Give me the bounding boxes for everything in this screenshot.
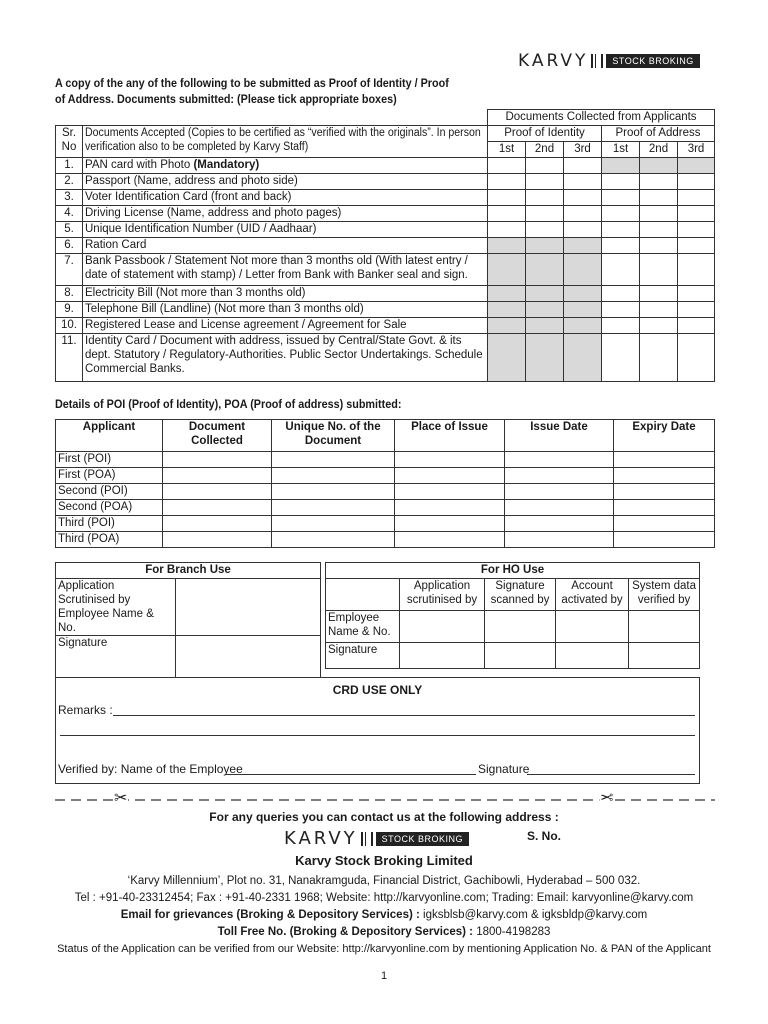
scissors-icon-left: ✂ — [114, 790, 128, 807]
input-cell[interactable] — [400, 611, 485, 643]
verified-name-line[interactable] — [226, 774, 476, 775]
poi-2nd: 2nd — [526, 142, 564, 158]
branch-app-label: Application Scrutinised by Employee Name & No. — [56, 579, 176, 636]
input-cell[interactable] — [614, 452, 715, 468]
table-row — [56, 254, 715, 286]
row-no: 10. — [56, 318, 83, 334]
collected-header: Documents Collected from Applicants — [488, 110, 715, 126]
checkbox-cell[interactable] — [564, 222, 602, 238]
col-unique-no: Unique No. of the Document — [272, 420, 395, 452]
table-row — [56, 318, 715, 334]
input-cell[interactable] — [614, 500, 715, 516]
table-row — [56, 516, 715, 532]
queries-text: For any queries you can contact us at the following address : — [209, 810, 559, 824]
input-cell[interactable] — [163, 532, 272, 548]
ho-signature-label: Signature — [326, 643, 400, 669]
page-number: 1 — [380, 970, 388, 982]
disabled-cell — [564, 254, 602, 286]
crd-signature-label: Signature — [478, 762, 530, 776]
input-cell[interactable] — [485, 643, 556, 669]
table-row — [56, 238, 715, 254]
row-text: Voter Identification Card (front and back) — [83, 190, 488, 206]
details-table — [55, 419, 715, 548]
checkbox-cell[interactable] — [488, 190, 526, 206]
branch-use-title: For Branch Use — [56, 563, 321, 579]
table-row — [56, 500, 715, 516]
row-no: 8. — [56, 286, 83, 302]
input-cell[interactable] — [505, 500, 614, 516]
input-cell[interactable] — [272, 452, 395, 468]
input-cell[interactable] — [556, 643, 629, 669]
checkbox-cell[interactable] — [602, 174, 640, 190]
input-cell[interactable] — [163, 468, 272, 484]
checkbox-cell[interactable] — [526, 190, 564, 206]
checkbox-cell[interactable] — [678, 206, 715, 222]
input-cell[interactable] — [272, 484, 395, 500]
disabled-cell — [526, 286, 564, 302]
input-cell[interactable] — [400, 643, 485, 669]
company-contact: Tel : +91-40-23312454; Fax : +91-40-2331 1968; Website: http://karvyonline.com; Trading: Email: karvyonline@karvy.com — [74, 892, 694, 904]
row-text: Registered Lease and License agreement / Agreement for Sale — [83, 318, 488, 334]
disabled-cell — [488, 286, 526, 302]
col-expiry-date: Expiry Date — [614, 420, 715, 452]
row-label: First (POI) — [56, 452, 163, 468]
row-text: Passport (Name, address and photo side) — [83, 174, 488, 190]
col-issue-date: Issue Date — [505, 420, 614, 452]
checkbox-cell[interactable] — [640, 334, 678, 382]
row-text: PAN card with Photo (Mandatory) — [83, 158, 488, 174]
details-heading: Details of POI (Proof of Identity), POA (Proof of address) submitted: — [55, 397, 402, 411]
checkbox-cell[interactable] — [640, 238, 678, 254]
checkbox-cell[interactable] — [640, 318, 678, 334]
checkbox-cell[interactable] — [640, 286, 678, 302]
input-cell[interactable] — [163, 484, 272, 500]
input-cell[interactable] — [395, 516, 505, 532]
disabled-cell — [526, 302, 564, 318]
row-text: Electricity Bill (Not more than 3 months old) — [83, 286, 488, 302]
row-label: Third (POA) — [56, 532, 163, 548]
table-row — [56, 174, 715, 190]
intro-text — [55, 75, 478, 107]
table-row — [56, 190, 715, 206]
input-cell[interactable] — [629, 611, 700, 643]
row-label: Second (POA) — [56, 500, 163, 516]
row-text: Ration Card — [83, 238, 488, 254]
input-cell[interactable] — [505, 516, 614, 532]
checkbox-cell[interactable] — [488, 174, 526, 190]
ho-empty-header — [326, 579, 400, 611]
checkbox-cell[interactable] — [602, 286, 640, 302]
input-cell[interactable] — [176, 636, 321, 678]
remarks-line-2[interactable] — [60, 735, 695, 736]
checkbox-cell[interactable] — [678, 238, 715, 254]
row-label: Third (POI) — [56, 516, 163, 532]
logo-wordmark: KARVY — [518, 51, 589, 71]
logo-tag: STOCK BROKING — [376, 832, 469, 846]
disabled-cell — [488, 238, 526, 254]
table-row — [56, 532, 715, 548]
crd-title: CRD USE ONLY — [332, 683, 423, 697]
checkbox-cell[interactable] — [526, 222, 564, 238]
checkbox-cell[interactable] — [678, 286, 715, 302]
input-cell[interactable] — [395, 468, 505, 484]
checkbox-cell[interactable] — [640, 190, 678, 206]
checkbox-cell[interactable] — [602, 206, 640, 222]
verified-label: Verified by: Name of the Employee — [58, 762, 243, 776]
disabled-cell — [564, 318, 602, 334]
poa-3rd: 3rd — [678, 142, 715, 158]
remarks-line-1[interactable] — [113, 715, 695, 716]
row-label: First (POA) — [56, 468, 163, 484]
checkbox-cell[interactable] — [640, 206, 678, 222]
crd-box — [55, 677, 700, 784]
checkbox-cell[interactable] — [602, 254, 640, 286]
col-applicant: Applicant — [56, 420, 163, 452]
checkbox-cell[interactable] — [488, 222, 526, 238]
logo-bars-icon — [591, 54, 603, 68]
disabled-cell — [526, 334, 564, 382]
input-cell[interactable] — [395, 484, 505, 500]
row-text: Driving License (Name, address and photo pages) — [83, 206, 488, 222]
poi-3rd: 3rd — [564, 142, 602, 158]
input-cell[interactable] — [163, 452, 272, 468]
status-text: Status of the Application can be verified from our Website: http://karvyonline.com by mentioning Application No. & PAN of the Applicant — [57, 943, 711, 955]
input-cell[interactable] — [395, 452, 505, 468]
table-row — [56, 334, 715, 382]
intro-line-2: of Address. Documents submitted: (Please tick appropriate boxes) — [55, 92, 397, 106]
ho-use-title: For HO Use — [326, 563, 700, 579]
ho-col-application: Application scrutinised by — [400, 579, 485, 611]
input-cell[interactable] — [163, 500, 272, 516]
checkbox-cell[interactable] — [602, 334, 640, 382]
input-cell[interactable] — [614, 532, 715, 548]
company-address: ‘Karvy Millennium’, Plot no. 31, Nanakramguda, Financial District, Gachibowli, Hyderabad – 500 032. — [127, 875, 641, 887]
row-no: 7. — [56, 254, 83, 286]
disabled-cell — [640, 158, 678, 174]
table-row — [56, 206, 715, 222]
input-cell[interactable] — [395, 500, 505, 516]
input-cell[interactable] — [505, 452, 614, 468]
ho-use-table — [325, 562, 700, 669]
checkbox-cell[interactable] — [602, 318, 640, 334]
checkbox-cell[interactable] — [602, 238, 640, 254]
logo-wordmark: KARVY — [284, 828, 358, 849]
checkbox-cell[interactable] — [526, 206, 564, 222]
checkbox-cell[interactable] — [488, 158, 526, 174]
input-cell[interactable] — [176, 579, 321, 636]
branch-signature-label: Signature — [56, 636, 176, 678]
checkbox-cell[interactable] — [678, 174, 715, 190]
table-row — [56, 468, 715, 484]
disabled-cell — [564, 302, 602, 318]
disabled-cell — [526, 318, 564, 334]
input-cell[interactable] — [272, 516, 395, 532]
row-no: 2. — [56, 174, 83, 190]
disabled-cell — [526, 238, 564, 254]
input-cell[interactable] — [614, 484, 715, 500]
poi-1st: 1st — [488, 142, 526, 158]
checkbox-cell[interactable] — [526, 158, 564, 174]
crd-signature-line[interactable] — [527, 774, 695, 775]
checkbox-cell[interactable] — [678, 222, 715, 238]
row-text: Bank Passbook / Statement Not more than 3 months old (With latest entry / date of statement with stamp) / Letter from Bank with Banker seal and sign. — [83, 254, 488, 286]
input-cell[interactable] — [272, 500, 395, 516]
disabled-cell — [602, 158, 640, 174]
input-cell[interactable] — [163, 516, 272, 532]
poi-header: Proof of Identity — [488, 126, 602, 142]
cut-line — [55, 792, 715, 808]
poa-1st: 1st — [602, 142, 640, 158]
checkbox-cell[interactable] — [640, 222, 678, 238]
ho-employee-label: Employee Name & No. — [326, 611, 400, 643]
checkbox-cell[interactable] — [602, 222, 640, 238]
input-cell[interactable] — [272, 468, 395, 484]
input-cell[interactable] — [272, 532, 395, 548]
row-no: 4. — [56, 206, 83, 222]
table-row — [56, 302, 715, 318]
serial-number-label: S. No. — [527, 829, 562, 843]
disabled-cell — [564, 334, 602, 382]
input-cell[interactable] — [556, 611, 629, 643]
row-text: Unique Identification Number (UID / Aadhaar) — [83, 222, 488, 238]
checkbox-cell[interactable] — [678, 190, 715, 206]
karvy-logo-footer — [284, 828, 469, 849]
input-cell[interactable] — [505, 484, 614, 500]
disabled-cell — [488, 302, 526, 318]
disabled-cell — [678, 158, 715, 174]
poa-header: Proof of Address — [602, 126, 715, 142]
row-text: Telephone Bill (Landline) (Not more than 3 months old) — [83, 302, 488, 318]
intro-line-1: A copy of the any of the following to be submitted as Proof of Identity / Proof — [55, 76, 449, 90]
input-cell[interactable] — [505, 468, 614, 484]
checkbox-cell[interactable] — [678, 318, 715, 334]
checkbox-cell[interactable] — [602, 190, 640, 206]
checkbox-cell[interactable] — [564, 206, 602, 222]
checkbox-cell[interactable] — [564, 174, 602, 190]
checkbox-cell[interactable] — [640, 254, 678, 286]
documents-table — [55, 109, 715, 382]
toll-free: Toll Free No. (Broking & Depository Services) : 1800-4198283 — [217, 926, 551, 938]
input-cell[interactable] — [395, 532, 505, 548]
col-place-of-issue: Place of Issue — [395, 420, 505, 452]
poa-2nd: 2nd — [640, 142, 678, 158]
karvy-logo — [518, 51, 700, 71]
col-document-collected: Document Collected — [163, 420, 272, 452]
table-row — [56, 452, 715, 468]
checkbox-cell[interactable] — [678, 302, 715, 318]
disabled-cell — [564, 238, 602, 254]
disabled-cell — [488, 318, 526, 334]
checkbox-cell[interactable] — [640, 174, 678, 190]
input-cell[interactable] — [614, 468, 715, 484]
row-no: 1. — [56, 158, 83, 174]
logo-tag: STOCK BROKING — [606, 54, 699, 68]
row-label: Second (POI) — [56, 484, 163, 500]
table-row — [56, 484, 715, 500]
input-cell[interactable] — [629, 643, 700, 669]
row-no: 5. — [56, 222, 83, 238]
disabled-cell — [488, 254, 526, 286]
company-name: Karvy Stock Broking Limited — [295, 853, 473, 868]
table-row — [56, 286, 715, 302]
disabled-cell — [488, 334, 526, 382]
row-no: 11. — [56, 334, 83, 382]
checkbox-cell[interactable] — [678, 334, 715, 382]
checkbox-cell[interactable] — [564, 190, 602, 206]
row-no: 3. — [56, 190, 83, 206]
sr-no-header: Sr. No — [56, 126, 83, 158]
ho-col-system: System data verified by — [629, 579, 700, 611]
scissors-icon-right: ✂ — [600, 790, 614, 807]
ho-col-signature: Signature scanned by — [485, 579, 556, 611]
table-row — [56, 158, 715, 174]
row-no: 9. — [56, 302, 83, 318]
checkbox-cell[interactable] — [640, 302, 678, 318]
checkbox-cell[interactable] — [488, 206, 526, 222]
disabled-cell — [564, 286, 602, 302]
logo-bars-icon — [361, 832, 373, 846]
remarks-label: Remarks : — [58, 703, 113, 717]
ho-col-account: Account activated by — [556, 579, 629, 611]
branch-use-table — [55, 562, 321, 678]
input-cell[interactable] — [485, 611, 556, 643]
checkbox-cell[interactable] — [678, 254, 715, 286]
accepted-header: Documents Accepted (Copies to be certified as “verified with the originals”. In person verification also to be completed by Karvy Staff) — [83, 126, 488, 158]
checkbox-cell[interactable] — [564, 158, 602, 174]
table-row — [56, 222, 715, 238]
checkbox-cell[interactable] — [526, 174, 564, 190]
input-cell[interactable] — [505, 532, 614, 548]
checkbox-cell[interactable] — [602, 302, 640, 318]
disabled-cell — [526, 254, 564, 286]
input-cell[interactable] — [614, 516, 715, 532]
grievance-email: Email for grievances (Broking & Depository Services) : igksblsb@karvy.com & igksbldp@karvy.com — [120, 909, 648, 921]
row-text: Identity Card / Document with address, issued by Central/State Govt. & its dept. Statutory / Regulatory-Authorities. Public Sector Undertakings. Schedule Commercial Banks. — [83, 334, 488, 382]
row-no: 6. — [56, 238, 83, 254]
